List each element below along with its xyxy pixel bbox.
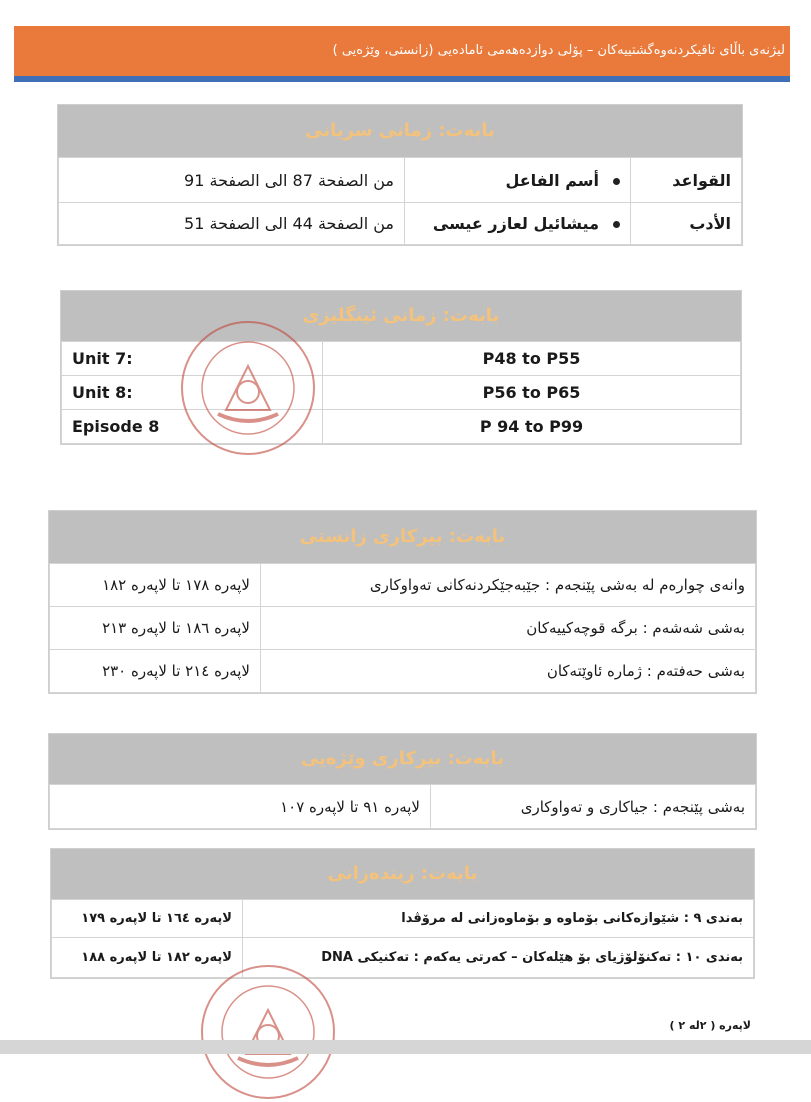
bullet-icon bbox=[613, 221, 620, 228]
math-literary-section-title: بابەت: بیركاری وێژەیی bbox=[49, 734, 756, 784]
pages-cell: P56 to P65 bbox=[323, 376, 741, 410]
unit-cell: Unit 7: bbox=[62, 342, 323, 376]
math-literary-table bbox=[49, 784, 756, 829]
topic-text: ميشائيل لعازر عيسى bbox=[432, 214, 599, 233]
pages-cell: من الصفحة 44 الى الصفحة 51 bbox=[59, 203, 405, 245]
topic-cell: بەشی پێنجەم : جیاكاری و تەواوكاری bbox=[431, 785, 756, 829]
footer-band bbox=[0, 1040, 811, 1054]
unit-cell: Unit 8: bbox=[62, 376, 323, 410]
biology-table bbox=[51, 899, 754, 978]
topic-cell: بەندی ٩ : شێوازەكانی بۆماوە و بۆماوەزانی لە مرۆڤدا bbox=[243, 900, 754, 938]
pages-cell: لاپەرە ١٨٦ تا لاپەرە ٢١٣ bbox=[50, 607, 261, 650]
math-science-section-title: بابەت: بیركاری زانستی bbox=[49, 511, 756, 563]
table-row bbox=[59, 203, 742, 245]
bullet-icon bbox=[613, 178, 620, 185]
biology-section-title: بابەت: زیندەزانی bbox=[51, 849, 754, 899]
pages-cell: P 94 to P99 bbox=[323, 410, 741, 444]
pages-cell: لاپەرە ١٦٤ تا لاپەرە ١٧٩ bbox=[52, 900, 243, 938]
math-science-section bbox=[48, 510, 757, 694]
biology-section bbox=[50, 848, 755, 979]
english-section bbox=[60, 290, 742, 445]
syriac-section-title: بابەت: زمانی سریانی bbox=[58, 105, 742, 157]
table-row bbox=[50, 607, 756, 650]
topic-cell: بەندی ١٠ : تەكنۆلۆژیای بۆ هێلەكان – كەرتی یەكەم : تەكنیكی DNA bbox=[243, 938, 754, 978]
math-science-table bbox=[49, 563, 756, 693]
official-stamp-icon bbox=[178, 318, 318, 458]
table-row bbox=[59, 158, 742, 203]
syriac-section bbox=[57, 104, 743, 246]
pages-cell: لاپەرە ١٨٢ تا لاپەرە ١٨٨ bbox=[52, 938, 243, 978]
unit-cell: Episode 8 bbox=[62, 410, 323, 444]
topic-text: أسم الفاعل bbox=[505, 170, 599, 190]
pages-cell: لاپەرە ٩١ تا لاپەرە ١٠٧ bbox=[50, 785, 431, 829]
topic-cell: بەشی شەشەم : برگە قوچەكییەكان bbox=[261, 607, 756, 650]
table-row bbox=[50, 650, 756, 693]
pages-cell: لاپەرە ١٧٨ تا لاپەرە ١٨٢ bbox=[50, 564, 261, 607]
table-row bbox=[62, 376, 741, 410]
table-row bbox=[50, 785, 756, 829]
topic-cell: بەشی حەفتەم : ژمارە ئاوێتەكان bbox=[261, 650, 756, 693]
table-row bbox=[50, 564, 756, 607]
topic-cell: وانەی چوارەم لە بەشی پێنجەم : جێبەجێكردنەكانی تەواوكاری bbox=[261, 564, 756, 607]
page-header-title: لیژنەی باڵای تاقیكردنەوەگشتییەكان – پۆلی دوازدەهەمی ئامادەیی (زانستی، وێژەیی ) bbox=[332, 43, 785, 58]
header-rule bbox=[14, 76, 790, 82]
pages-cell: لاپەرە ٢١٤ تا لاپەرە ٢٣٠ bbox=[50, 650, 261, 693]
english-section-title: بابەت: زمانی ئینگلیزی bbox=[61, 291, 741, 341]
category-cell: الأدب bbox=[631, 203, 742, 245]
pages-cell: P48 to P55 bbox=[323, 342, 741, 376]
topic-cell bbox=[405, 158, 631, 203]
topic-cell bbox=[405, 203, 631, 245]
pages-cell: من الصفحة 87 الى الصفحة 91 bbox=[59, 158, 405, 203]
official-stamp-icon bbox=[198, 962, 338, 1102]
english-table bbox=[61, 341, 741, 444]
syriac-table bbox=[58, 157, 742, 245]
math-literary-section bbox=[48, 733, 757, 830]
page-number: لاپەرە ( ٢لە ٢ ) bbox=[669, 1019, 751, 1032]
table-row bbox=[52, 900, 754, 938]
category-cell: القواعد bbox=[631, 158, 742, 203]
table-row bbox=[62, 342, 741, 376]
table-row bbox=[62, 410, 741, 444]
table-row bbox=[52, 938, 754, 978]
